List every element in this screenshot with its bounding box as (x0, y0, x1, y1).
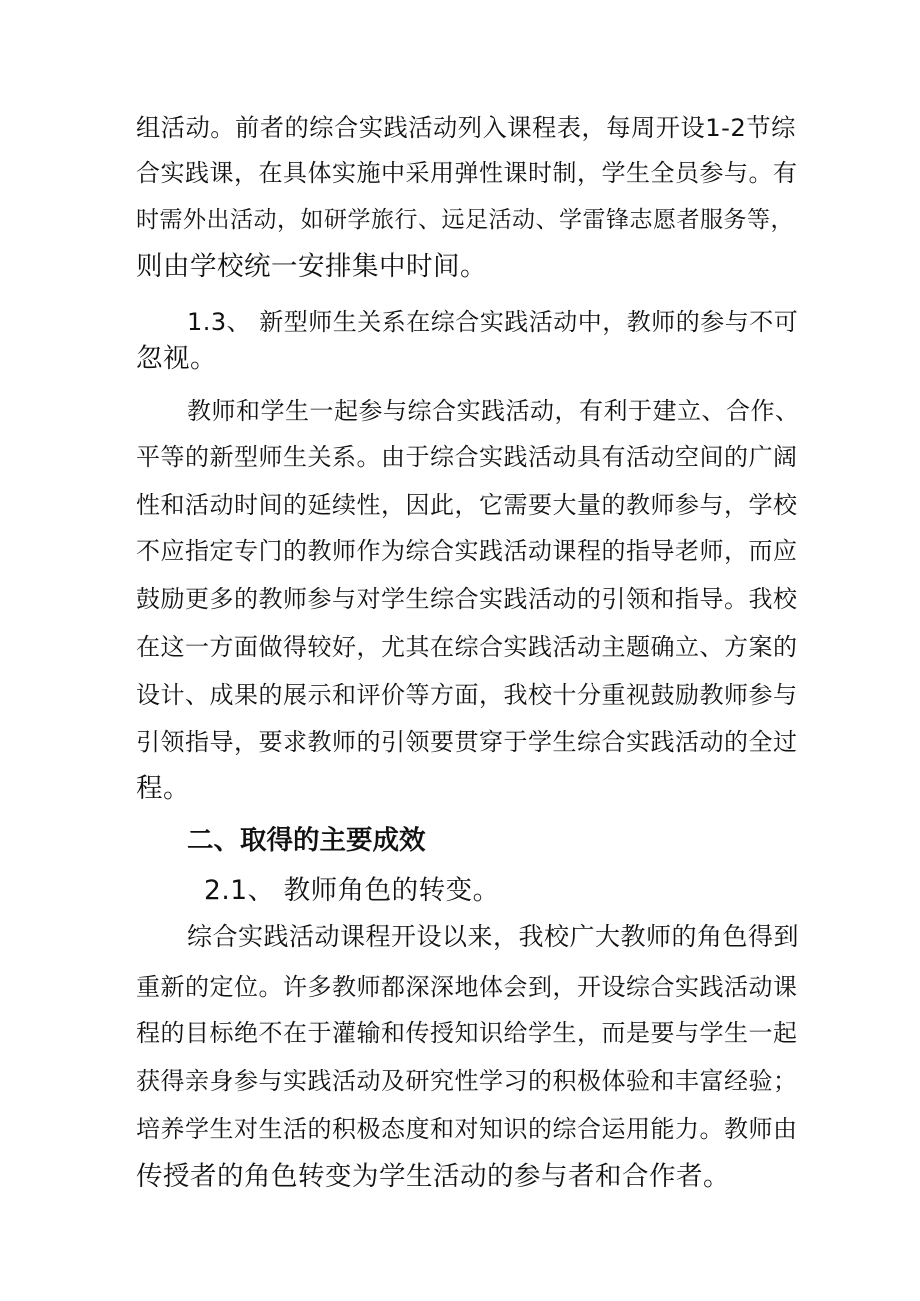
paragraph-line: 程的目标绝不在于灌输和传授知识给学生，而是要与学生一起 (136, 1019, 798, 1047)
paragraph-line: 教师和学生一起参与综合实践活动，有利于建立、合作、 (187, 397, 800, 425)
paragraph-line: 忽视。 (136, 343, 217, 374)
paragraph-line: 时需外出活动，如研学旅行、远足活动、学雷锋志愿者服务等， (136, 207, 794, 233)
paragraph-line: 合实践课，在具体实施中采用弹性课时制，学生全员参与。有 (136, 159, 798, 187)
paragraph-line: 不应指定专门的教师作为综合实践活动课程的指导老师，而应 (136, 537, 798, 565)
subsection-heading: 1.3、 新型师生关系在综合实践活动中，教师的参与不可 (187, 308, 799, 336)
paragraph-line: 引领指导，要求教师的引领要贯穿于学生综合实践活动的全过 (136, 728, 798, 756)
paragraph-line: 性和活动时间的延续性，因此，它需要大量的教师参与，学校 (136, 491, 798, 519)
paragraph-line: 则由学校统一安排集中时间。 (136, 251, 487, 282)
paragraph-line: 传授者的角色转变为学生活动的参与者和合作者。 (136, 1161, 730, 1192)
paragraph-line: 平等的新型师生关系。由于综合实践活动具有活动空间的广阔 (136, 443, 798, 471)
section-heading: 二、取得的主要成效 (187, 825, 426, 856)
paragraph-line: 设计、成果的展示和评价等方面，我校十分重视鼓励教师参与 (136, 681, 798, 709)
paragraph-line: 组活动。前者的综合实践活动列入课程表，每周开设1-2节综 (136, 113, 796, 142)
paragraph-line: 综合实践活动课程开设以来，我校广大教师的角色得到 (187, 922, 800, 951)
paragraph-line: 重新的定位。许多教师都深深地体会到，开设综合实践活动课 (136, 973, 798, 1001)
paragraph-line: 在这一方面做得较好，尤其在综合实践活动主题确立、方案的 (136, 633, 798, 661)
subsection-heading: 2.1、 教师角色的转变。 (204, 875, 500, 906)
paragraph-line: 程。 (136, 773, 190, 804)
paragraph-line: 鼓励更多的教师参与对学生综合实践活动的引领和指导。我校 (136, 585, 798, 613)
paragraph-line: 获得亲身参与实践活动及研究性学习的积极体验和丰富经验； (136, 1067, 798, 1095)
paragraph-line: 培养学生对生活的积极态度和对知识的综合运用能力。教师由 (136, 1115, 798, 1143)
